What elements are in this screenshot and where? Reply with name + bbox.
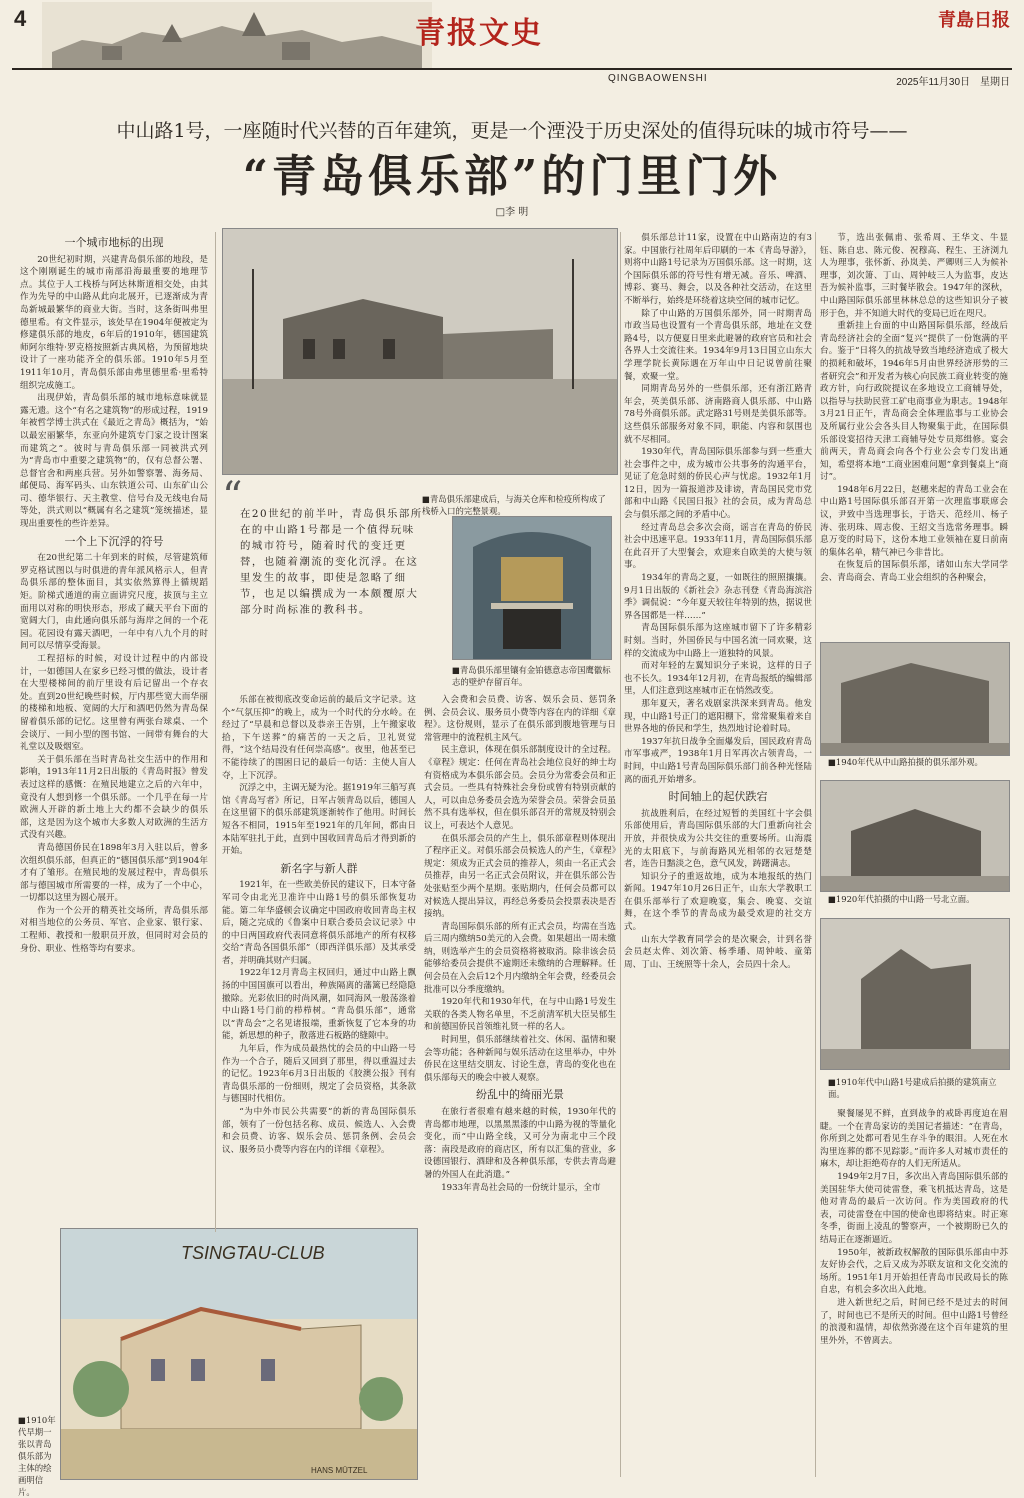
newspaper-logo: 青島日报 — [938, 10, 1010, 31]
caption-1920s: ■1920年代拍摄的中山路一号北立面。 — [828, 894, 975, 904]
caption-1910s: ■1910年代中山路1号建成后拍摄的建筑南立面。 — [828, 1077, 997, 1099]
paragraph: 工程招标的时候，对设计过程中的内部设计，一如德国人在家乡已经习惯的做法，设计者在大型楼梯间的前厅里设有后记留出一个存衣处。直到20世纪晚些时候，厅内那些宽大而华丽的楼梯和地板、宽阔的大厅和酒吧仍然为青岛保留着俱乐部的记忆。这里曾有两张台球桌、一个会谈厅、一间小型的图书馆、一间带有舞台的大礼堂以及吸烟室。 — [20, 654, 208, 753]
kicker: 中山路1号，一座随时代兴替的百年建筑，更是一个湮没于历史深处的值得玩味的城市符号—— — [116, 120, 908, 142]
paragraph: 入会费和会员费、访客、娱乐会员、惩罚条例、会员会议、服务员小费等内容在内的详细《章程》。这份规则，显示了在俱乐部到腹地管理与日常管理中的流程机主风气。 — [424, 695, 616, 743]
page-number: 4 — [14, 6, 27, 31]
byline: □李 明 — [495, 207, 529, 218]
paragraph: 青岛德国侨民在1898年3月入驻以后，曾多次组织俱乐部，但真正的“德国俱乐部”到1904年才有了雏形。在殖民地的发展过程中，青岛俱乐部与德国城市所需要的一样，成为了一个中心，一切都以这里为圆心展开。 — [20, 842, 208, 904]
section-title: 青报文史 — [415, 16, 543, 51]
paragraph: 作为一个公开的精英社交场所，青岛俱乐部对相当地位的公务员、军官、企业家、银行家、工程师、教授和一般职员开放，但同时对会员的身份、职业、性格等均有要求。 — [20, 905, 208, 954]
paragraph: 那年夏天，著名戏剧家洪深来到青岛。他发现，中山路1号正门的遮阳棚下，常常聚集着来自世界各地的侨民和学生，热烈地讨论着时局。 — [624, 698, 812, 735]
photo-fireplace-interior — [452, 516, 612, 660]
city-skyline-illustration — [42, 2, 432, 68]
column-2 — [222, 694, 416, 1224]
column-3 — [424, 694, 616, 1474]
dateline: 2025年11月30日 星期日 — [896, 77, 1010, 88]
column-divider — [620, 232, 621, 1477]
postcard-painting — [60, 1228, 418, 1480]
paragraph: 1949年2月7日，多次出入青岛国际俱乐部的美国驻华大使司徒雷登，乘飞机抵达青岛，这是他对青岛的最后一次访问。作为美国政府的代表，司徒雷登在中国的使命也即将结束。时正寒冬季，街面上凌乱的警察声，一个被期盼已久的结局正在逐渐逼近。 — [820, 1171, 1008, 1245]
postcard-signature: HANS MÜTZEL — [311, 1466, 368, 1475]
paragraph: 1920年代和1930年代，在与中山路1号发生关联的各类人物名单里，不乏前清军机大臣吴郁生和前德国侨民首领维礼贤一样的名人。 — [424, 997, 616, 1033]
paragraph: 经过青岛总会多次会商，谣言在青岛的侨民社会中迅速平息。1933年11月，青岛国际俱乐部在此召开了大型餐会，欢迎来自欧美的大使与领事。 — [624, 522, 812, 571]
paragraph: 俱乐部总计11家，设置在中山路南边的有3家。中国旅行社周年后印刷的一本《青岛导游》，则将中山路1号记录为万国俱乐部。这一时期，这个国际俱乐部的符号性有增无减。音乐、啤酒、博彩、赛马、舞会，以及各种社交活动，在这里不断举行，始终是环绕着这块空间的城市记忆。 — [624, 233, 812, 306]
caption-postcard: ■1910年代早期一张以青岛俱乐部为主体的绘画明信片。 — [18, 1415, 56, 1497]
subhead-timeline: 时间轴上的起伏跌宕 — [668, 790, 768, 804]
quote-mark-icon: “ — [222, 474, 243, 520]
caption-top-photo: ■青岛俱乐部建成后，与海关仓库和检疫所构成了栈桥入口的完整景观。 — [422, 494, 606, 516]
photo-north-facade-1920s — [820, 780, 1010, 892]
paragraph: 聚餐屡见不鲜，直到战争的戒卧再度迫在眉睫。一个在青岛家访的美国记者描述：“在青岛，你所到之处都可看见生存斗争的眼泪。人死在水沟里连葬的都不见踪影。”而许多人对城市责任的麻木，却让拒绝苟存的人们无所适从。 — [820, 1109, 1008, 1170]
column-5-bottom — [820, 1108, 1008, 1478]
paragraph: 1950年，被新政权解散的国际俱乐部由中苏友好协会代，之后又成为苏联友谊和文化交流的场所。1951年1月开始担任青岛市民政局长的陈自忠，有机会多次出入此地。 — [820, 1247, 1008, 1296]
paragraph: 进入新世纪之后，时间已经不是过去的时间了，时间也已不是所天的时间。但中山路1号曾经的浪漫和温情，却依然弥漫在这个百年建筑的里里外外，不曾离去。 — [820, 1297, 1008, 1346]
photo-club-1940s — [820, 642, 1010, 756]
paragraph: 时间里，俱乐部继续着社交、休闲、温情和聚会等功能；各种新闻与娱乐活动在这里举办，中外侨民在这里结交朋友、讨论生意，青岛的变化也在俱乐部每天的晚会中被人观察。 — [424, 1035, 616, 1083]
postcard-sign: TSINGTAU-CLUB — [181, 1243, 325, 1263]
paragraph: 同期青岛另外的一些俱乐部，还有浙江路青年会，英美俱乐部、济南路商人俱乐部、中山路78号外商俱乐部。武定路31号则是美俱乐部等。这些俱乐部服务对象不同，职能、内容和氛围也就不尽相同。 — [624, 384, 812, 445]
paragraph: 1948年6月22日，赵穗来起的青岛工业会在中山路1号国际俱乐部召开第一次理监事联席会议，尹致中当选理事长，于诰天、范经川、杨子涛、张玥珠、周志俊、王绍文当选常务理事。瞬息万变的时局下，这份本地工业领袖在夏日前南的集体名单，精气神已今非昔比。 — [820, 484, 1008, 558]
paragraph: 乐部在被彻底改变命运前的最后文字记录。这个“气氛压抑”的晚上，成为一个时代的分水岭。在经过了“早晨和总督以及恭亲王告别，上午搬家收拾，下午送葬”的痛苦的一天之后，卫礼贤觉得，“这个结局没有任何崇高感”。夜里，他甚至已不能待续了的围困日记的最后一句话：主使人盲人夺，上下沉浮。 — [222, 695, 416, 781]
paragraph: 在俱乐部会员的产生上，俱乐部章程则体现出了程序正义。对俱乐部会员候选人的产生，《章程》规定：须成为正式会员的推荐人，须由一名正式会员推荐，由另一名正式会员附议，并在俱乐部公告处张贴至少两个星期。张贴期内，任何会员都可以对候选人提出异议，再经总务委员会投票表决是否接纳。 — [424, 833, 616, 920]
headline: “青岛俱乐部”的门里门外 — [242, 151, 782, 202]
paragraph: 20世纪初时期，兴建青岛俱乐部的地段，是这个刚刚诞生的城市南部沿海最重要的地理节点。其位于人工栈桥与阿达林斯道相交处，由其作为先导的中山路从此向北展开，已逐渐成为青岛新城最繁华的商业大街。当时，这条街叫弗里德里希。有文件显示，该处早在1904年便被定为修建俱乐部的地皮，6年后的1910年，德国建筑师阿尔维特·罗克格按照新古典风格，为预留地块设计了一座功能齐全的俱乐部。1910年5月至1911年10月，青岛俱乐部由弗里德里希·里希特组织完成施工。 — [20, 254, 208, 391]
photo-club-building-early — [222, 228, 618, 475]
pull-quote-text: 在20世纪的前半叶，青岛俱乐部所在的中山路1号都是一个值得玩味的城市符号，随着时代的变迁更替，也随着潮流的变化沉浮。在这里发生的故事，即使是忽略了细节，也足以编撰成为一本颇覆原大部分时尚标准的教科书。 — [240, 508, 423, 616]
header-rule — [12, 68, 1012, 70]
subhead-symbol: 一个上下沉浮的符号 — [64, 534, 164, 548]
paragraph: 1937年抗日战争全面爆发后，国民政府青岛市军事戒严，1938年1月日军再次占领青岛，一时间，中山路1号青岛国际俱乐部门前各种光怪陆离的面孔开始增多。 — [624, 736, 812, 785]
paragraph: 重新挂上台面的中山路国际俱乐部，经战后青岛经济社会的全面“复兴”提供了一份饱满的平台。鉴于“日将久的抗战导致当地经济造成了极大的损耗和破坏，1946年5月由世界经济形势的三者研究会”和开发者为核心向民族工商业转变的施政方针，向行政院提议在多地设立工商辅导处，以指导与扶助民营工矿电商事业为职志。1948年3月21日正午，青岛商会全体理监事与工业协会及所属行业公会各头目人物聚集于此，在国际俱乐部设宴招待天津工商辅导处专员郑缉修。宴会前两天，青岛商会向各个行业公会专门发出通知，希望将本地“工商业困难问题”拿到餐桌上“商讨”。 — [820, 321, 1008, 483]
photo-south-facade-1910s — [820, 918, 1010, 1070]
paragraph: 青岛国际俱乐部为这座城市留下了许多精彩时刻。当时，外国侨民与中国名流一同欢聚，这样的交流成为中山路上一道独特的风景。 — [624, 623, 812, 659]
paragraph: “为中外市民公共需要”的新的青岛国际俱乐部，领有了一份包括名称、成员、候选人、入会费和会员费、访客、娱乐会员、惩罚条例、会员会议、服务员小费等内容在内的详细《章程》。 — [222, 1107, 416, 1155]
subhead-landmark: 一个城市地标的出现 — [64, 236, 164, 249]
paragraph: 1930年代，青岛国际俱乐部参与到一些重大社会事件之中，成为城市公共事务的沟通平台，见证了危急时刻的侨民心声与忧虑。1932年1月12日，因为一篇报道涉及诽谤，青岛国民党市党部和中山路《民国日报》社的会员，成为青岛总会与俱乐部之间的矛盾中心。 — [624, 447, 812, 521]
paragraph: 关于俱乐部在当时青岛社交生活中的作用和影响，1913年11月2日出版的《青岛时报》曾发表过这样的感慨：在殖民地建立之后的六年中，竟没有人想到修一个俱乐部。一个几乎在每一片欧洲人开辟的新土地上大约都不会缺少的俱乐部，这是因为这个城市大多数人对欧洲的生活方式没有兴趣。 — [20, 754, 208, 841]
paragraph: 青岛国际俱乐部的所有正式会员，均需在当选后三周内缴纳50美元的入会费。如果超出一周未缴纳，则选举产生的会员资格将被取消。除非该会员能够给委员会提供不逾期还未缴纳的合理解释。任何会员在入会后12个月内缴纳全年会费，经委员会批准可以分季度缴纳。 — [424, 921, 616, 995]
paragraph: 除了中山路的万国俱乐部外，同一时期青岛市政当局也设置有一个青岛俱乐部，地址在文登路4号，以方便夏日里来此避暑的政府官员和社会各界人士交流往来。1934年9月13日国立山东大学理学院长黄际遇在万年山中日记说曾前往聚餐，欢聚一堂。 — [624, 308, 812, 382]
column-divider — [815, 232, 816, 1477]
paragraph: 在20世纪第二十年到来的时候，尽管建筑师罗克格试图以与时俱进的青年派风格示人，但青岛俱乐部的整体面目，其实依然算得上循规蹈矩。阶梯式通道的南立面讲究尺度，拔顶与主立面用以对称的明快形态，形成了藏天平台下面的宽阔大门，由此通向俱乐部与海岸之间的一个花园。花园设有露天酒吧，一年中有八九个月的时间可以尽情享受海景。 — [20, 553, 208, 652]
paragraph: 抗战胜利后，在经过短暂的美国红十字会俱乐部使用后，青岛国际俱乐部的大门重新向社会开放，并很快成为公共交往的重要场所。山海震光的太阳底下，与前海路风光相邻的衣冠楚楚者，连告日黯淡之色，意气风发，踌躇满志。 — [624, 808, 812, 870]
paragraph: 1921年，在一些欧美侨民的建议下，日本守备军司令由北光卫准许中山路1号的俱乐部恢复功能。第二年华盛顿会议确定中国政府收回青岛主权后，随之完成的《鲁案中日联合委员会议记录》中的中日两国政府代表同意将俱乐部地产的所有权移交给“青岛各国俱乐部”（即西洋俱乐部）及其承受者，并明确其财产归属。 — [222, 880, 416, 966]
paragraph: 1934年的青岛之夏，一如既往的照照攘攘。9月1日出版的《新社会》杂志刊登《青岛海滨浴季》调侃说：“今年夏天较往年特别的热，据说世界各国都是一样……” — [624, 573, 812, 621]
paragraph: 而对年轻的左翼知识分子来说，这样的日子也不长久。1934年12月初，在青岛报纸的编辑部里，人们注意到这座城市正在悄然改变。 — [624, 661, 812, 697]
column-5-top — [820, 232, 1008, 638]
paragraph: 在恢复后的国际俱乐部，诸如山东大学同学会、青岛商会、青岛工业会组织的各种聚会， — [820, 560, 1008, 584]
column-4 — [624, 232, 812, 1477]
subhead-new-name: 新名字与新人群 — [280, 861, 358, 875]
section-pinyin: QINGBAOWENSHI — [608, 73, 708, 84]
paragraph: 1933年青岛社会局的一份统计显示，全市 — [441, 1182, 601, 1193]
caption-1940s: ■1940年代从中山路拍摄的俱乐部外观。 — [828, 757, 983, 767]
pull-quote — [222, 474, 430, 632]
caption-interior-photo: ■青岛俱乐部里镶有金铂德意志帝国鹰徽标志的壁炉存留百年。 — [452, 665, 611, 687]
paragraph: 九年后，作为成员最热忱的会员的中山路一号作为一个合子，随后又回到了那里，得以重温过去的记忆。1923年6月3日出版的《胶澳公报》刊有青岛俱乐部的一份细则，规定了会员资格，其条款与德国时代相仿。 — [222, 1044, 416, 1105]
column-divider — [215, 232, 216, 1232]
paragraph: 山东大学教育同学会的是次聚会，计到名誉会员赵太侔、刘次箫、杨季璠、周钟岐、童第周、丁山、王统照等十余人，会员四十余人。 — [624, 934, 812, 970]
paragraph: 1922年12月青岛主权回归，通过中山路上飘扬的中国国旗可以看出，种族隔离的藩篱已经隐隐撤除。光彩依旧的时尚风潮，如同海风一般荡涤着中山路1号门前的栉栉树。“青岛俱乐部”，通常以“青岛会”之名见诸报端，重新恢复了它本身的功能，新思想的种子，散落进石板路的缝隙中。 — [222, 968, 416, 1042]
paragraph: 在旅行者很难有越来越的时候，1930年代的青岛都市地理，以黑黑黑漆的中山路为视的等量化变化，而“中山路全线，又可分为南北中三个段落：南段是政府的商店区，所有以汇集的营业，多设德国银行、酒肆和及各种俱乐部，专供去青岛避暑的外国人在此消遣。” — [424, 1107, 616, 1180]
subhead-splendor: 纷乱中的绮丽光景 — [476, 1088, 564, 1102]
column-1 — [20, 232, 208, 1277]
paragraph: 沉浮之中，主调无疑为沦。据1919年三船写真馆《青岛写者》所记，日军占领青岛以后，德国人在这里留下的俱乐部建筑逐渐转作了他用。时间长短各不相同，1915年至1921年的几年间，都由日本陆军驻扎于此，直到中国收回青岛后才得到新的开始。 — [222, 783, 416, 857]
paragraph: 出现伊始，青岛俱乐部的城市地标意味就显露无遗。这个“有名之建筑物”的形成过程，1919年被哲学博士洪式在《最近之青岛》概括为，“始以最宏丽繁华，东亚向外建筑专门家之设计图案而建筑之”。彼时与青岛俱乐部一同被洪式列为“青岛市中重要之建筑物”的，仅有总督公署、总督官舍和两座兵营。另外如警察署、海务局、邮便局、海军码头、山东铁道公司、山东矿山公司、德华银行、天主教堂、信号台及无线电台局等处，洪式则以“概属有名之建筑”笼统描述，显现出重要性的些许差异。 — [20, 393, 208, 530]
paragraph: 知识分子的重返故地，成为本地报纸的热门新闻。1947年10月26日正午，山东大学教职工在俱乐部举行了欢迎晚宴，集会、晚宴、交谊舞，在这个季节的青岛成为最受欢迎的社交方式。 — [624, 871, 812, 933]
paragraph: 节，选出张佩甫、张希周、王华文、牛显钰、陈自忠、陈元俊、祝穆高、程生、王济浏九人为理事，张怀新、孙岚美、严卿则三人为候补理事，刘次箫、丁山、周钟岐三人为监事，皮达吾为候补监事，三时餐毕散会。1947年的深秋，中山路国际俱乐部里林林总总的这些知识分子被形于色，并不知道大时代的变局已近在咫尺。 — [820, 233, 1008, 319]
paragraph: 民主意识，体现在俱乐部制度设计的全过程。《章程》规定：任何在青岛社会地位良好的绅士均有资格成为本俱乐部会员。会员分为常委会员和正式会员。一些具有特殊社会身份或曾有特别贡献的人，可以由总务委员会选为荣誉会员。荣誉会员虽然不具有选举权，但在俱乐部召开的常规及特别会议上，可表达个人意见。 — [424, 745, 616, 831]
